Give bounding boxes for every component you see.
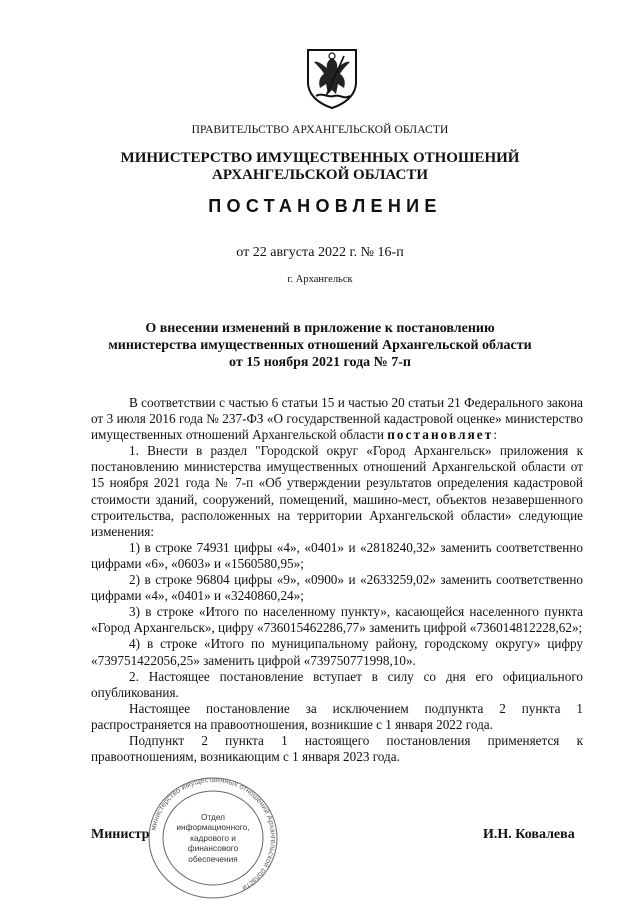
stamp-inner-text (170, 812, 256, 864)
subitem-4: 4) в строке «Итого по муниципальному району, городскому округу» цифру «739751422056,25» заменить цифрой «739750771998,10». (91, 636, 583, 668)
document-date-number: от 22 августа 2022 г. № 16-п (236, 245, 404, 260)
intro-paragraph (91, 395, 583, 443)
ministry-name (0, 150, 640, 184)
subitem-3: 3) в строке «Итого по населенному пункту», касающейся населенного пункта «Город Архангельск», цифру «736015462286,77» заменить цифрой «736014812228,62»; (91, 604, 583, 636)
intro-text: В соответствии с частью 6 статьи 15 и частью 20 статьи 21 Федерального закона от 3 июля 2016 года № 237-ФЗ «О государственной кадастровой оценке» министерство имущественных отношений Архангельской области (91, 395, 583, 443)
document-city: г. Архангельск (287, 274, 353, 285)
stamp-ring-text: министерство имущественных отношений Архангельской области (148, 776, 279, 893)
subitem-2: 2) в строке 96804 цифры «9», «0900» и «2633259,02» заменить соответственно цифрами «4», «0401» и «3240860,24»; (91, 572, 583, 604)
title-line1: О внесении изменений в приложение к постановлению (145, 321, 495, 336)
government-name: ПРАВИТЕЛЬСТВО АРХАНГЕЛЬСКОЙ ОБЛАСТИ (191, 124, 449, 136)
stamp-line3: кадрового и (190, 832, 236, 843)
stamp-line2: информационного, (176, 822, 250, 833)
title-line3: от 15 ноября 2021 года № 7-п (229, 355, 411, 370)
item-2: 2. Настоящее постановление вступает в силу со дня его официального опубликования. (91, 668, 583, 700)
document-type: ПОСТАНОВЛЕНИЕ (208, 196, 442, 216)
document-title (0, 320, 640, 371)
title-line2: министерства имущественных отношений Архангельской области (108, 338, 532, 353)
ministry-name-line1: МИНИСТЕРСТВО ИМУЩЕСТВЕННЫХ ОТНОШЕНИЙ (120, 150, 520, 166)
subpoint-paragraph: Подпункт 2 пункта 1 настоящего постановления применяется к правоотношениям, возникающим с 1 января 2023 года. (91, 732, 583, 765)
stamp-line4: финансового (187, 843, 239, 854)
document-body (91, 395, 583, 765)
signature-position: Министр (91, 827, 150, 842)
signature-name: И.Н. Ковалева (483, 827, 575, 842)
subitem-1: 1) в строке 74931 цифры «4», «0401» и «2818240,32» заменить соответственно цифрами «6», «0603» и «1560580,95»; (91, 539, 583, 571)
stamp-line1: Отдел (201, 812, 225, 822)
stamp-line5: обеспечения (188, 853, 238, 864)
decree-colon: : (493, 427, 498, 443)
decree-word: постановляет (387, 427, 494, 443)
ministry-name-line2: АРХАНГЕЛЬСКОЙ ОБЛАСТИ (212, 167, 428, 183)
archangel-michael-coat-of-arms-icon (300, 46, 364, 110)
effect-paragraph: Настоящее постановление за исключением подпункта 2 пункта 1 распространяется на правоотношения, возникшие с 1 января 2022 года. (91, 700, 583, 732)
item-1: 1. Внести в раздел "Городской округ «Город Архангельск» приложения к постановлению министерства имущественных отношений Архангельской области от 15 ноября 2021 года № 7-п «Об утверждении результатов определения кадастровой стоимости зданий, сооружений, помещений, машино-мест, объектов незавершенного строительства, расположенных на территории Архангельской области» следующие изменения: (91, 443, 583, 539)
